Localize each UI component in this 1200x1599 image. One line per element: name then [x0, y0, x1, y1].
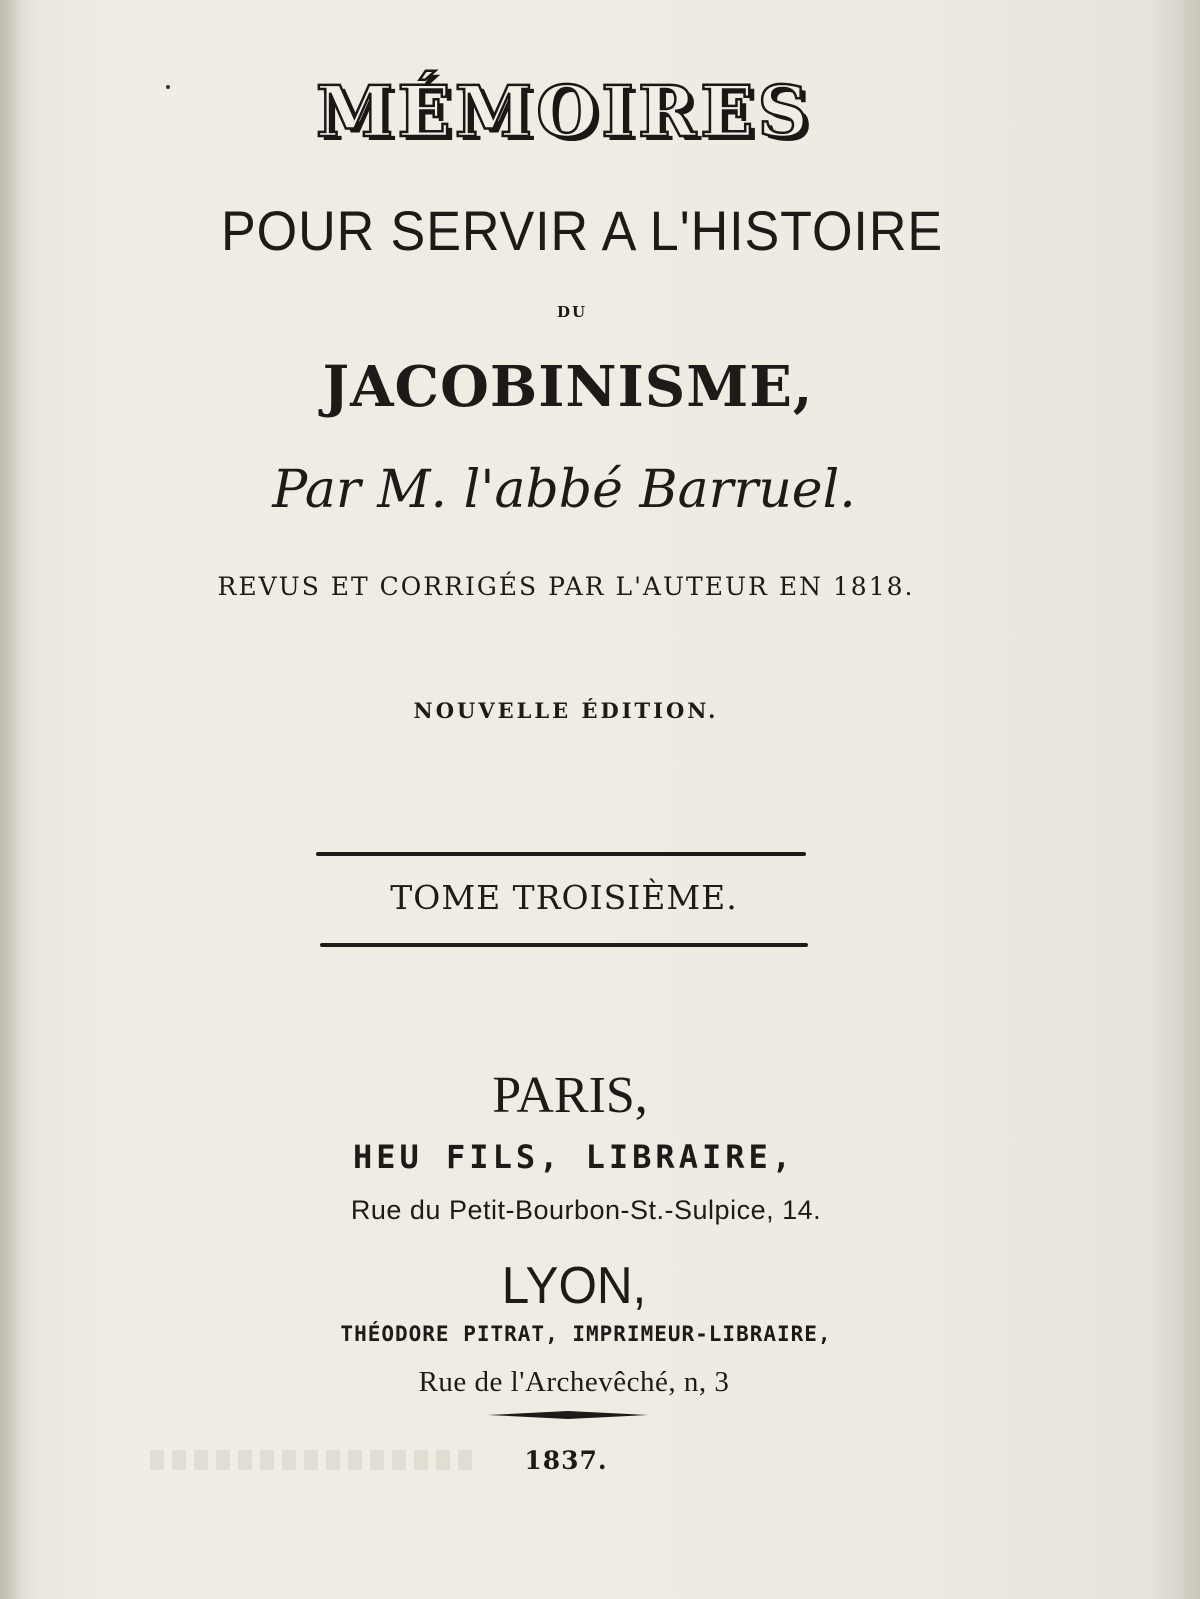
author-line: Par M. l'abbé Barruel. [272, 460, 856, 520]
main-title: MÉMOIRES [315, 70, 813, 153]
connector-word: DU [556, 303, 588, 321]
edition-label: NOUVELLE ÉDITION. [413, 698, 719, 723]
publisher-lyon: THÉODORE PITRAT, IMPRIMEUR-LIBRAIRE, [340, 1322, 832, 1346]
spine-shadow [0, 0, 22, 1599]
volume-label: TOME TROISIÈME. [390, 878, 738, 917]
publisher-paris: HEU FILS, LIBRAIRE, [352, 1138, 796, 1176]
address-paris: Rue du Petit-Bourbon-St.-Sulpice, 14. [350, 1195, 822, 1225]
swell-rule [488, 1411, 648, 1419]
city-lyon: LYON, [501, 1257, 647, 1315]
publication-year: 1837. [524, 1446, 608, 1475]
city-paris: PARIS, [492, 1067, 648, 1124]
revision-note: REVUS ET CORRIGÉS PAR L'AUTEUR EN 1818. [217, 572, 915, 601]
rule-top [316, 852, 806, 856]
page-edge [1180, 0, 1200, 1599]
subtitle: POUR SERVIR A L'HISTOIRE [220, 199, 944, 262]
address-lyon: Rue de l'Archevêché, n, 3 [418, 1366, 730, 1398]
topic-title: JACOBINISME, [322, 354, 814, 420]
rule-bottom [320, 943, 808, 947]
